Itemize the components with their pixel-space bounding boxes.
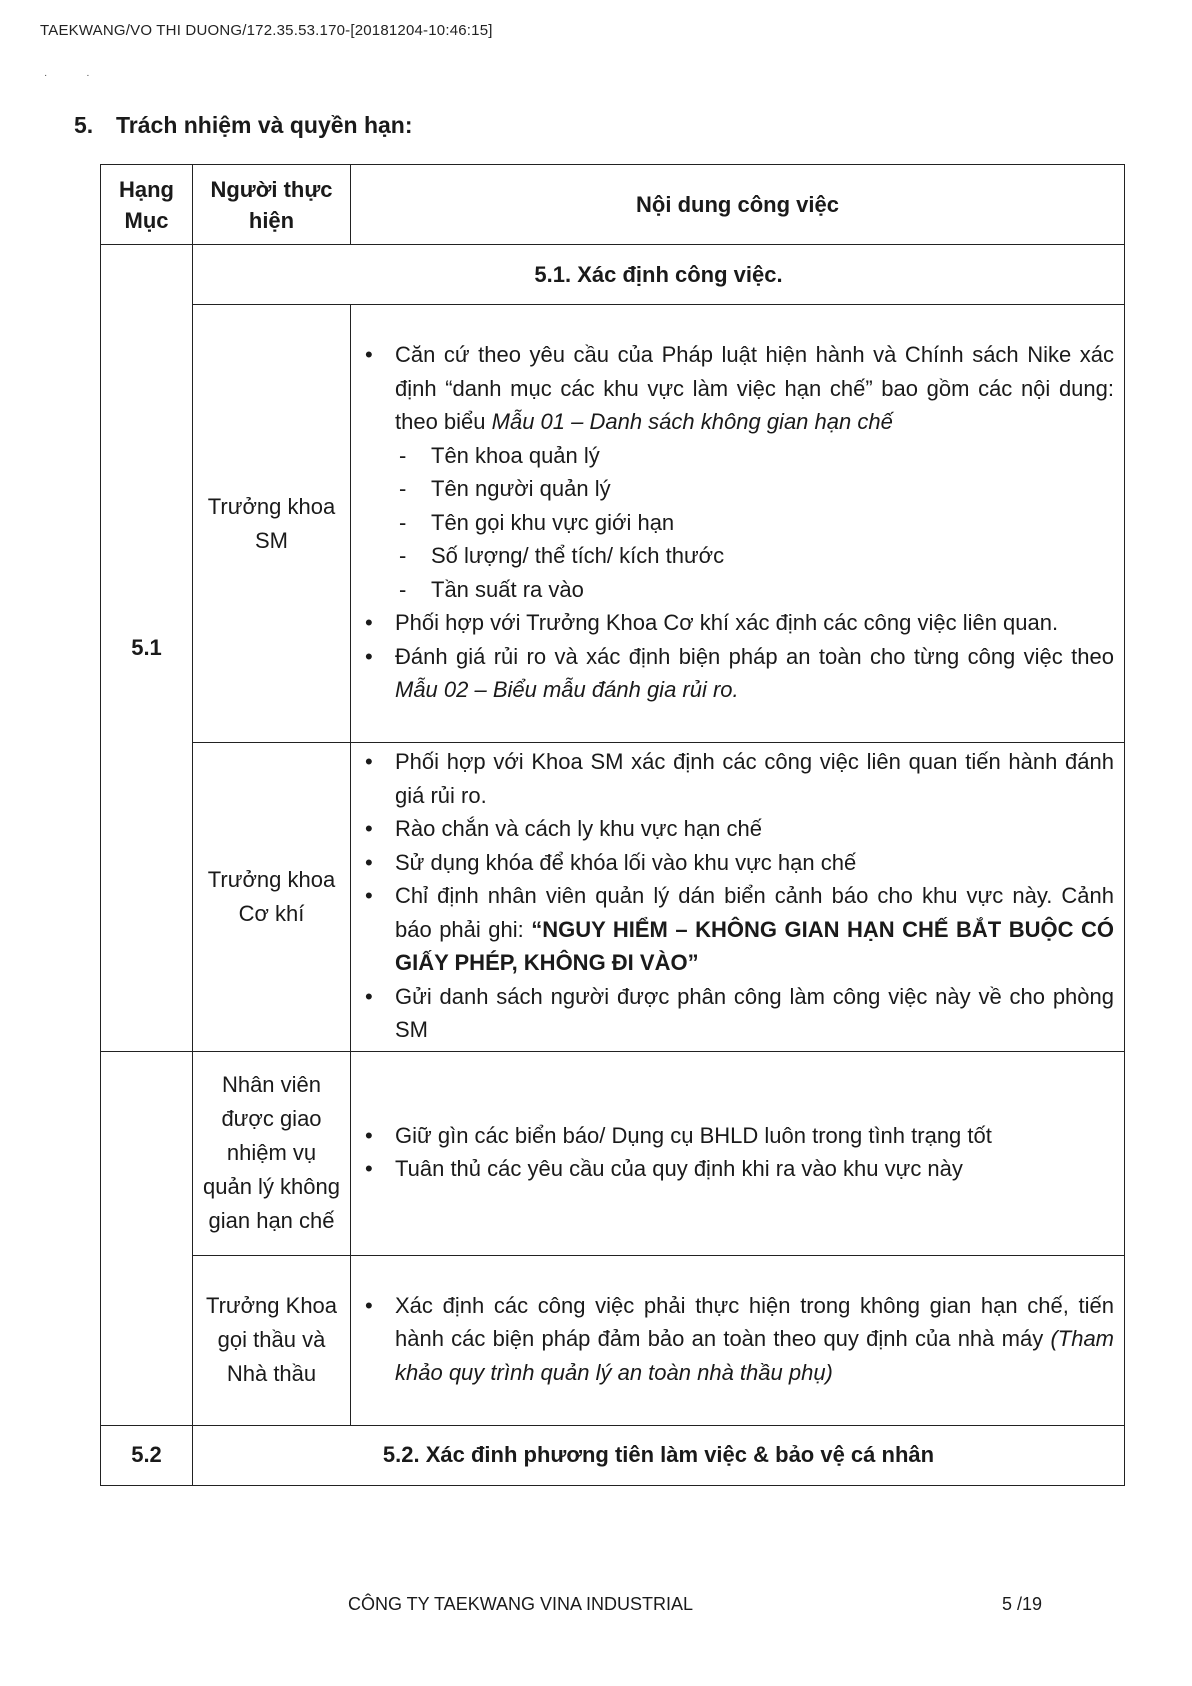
list-item: • Gửi danh sách người được phân công làm công việc này về cho phòng SM [359, 980, 1114, 1047]
list-item: • Chỉ định nhân viên quản lý dán biển cảnh báo cho khu vực này. Cảnh báo phải ghi: “NGUY HIỂM – KHÔNG GIAN HẠN CHẾ BẮT BUỘC CÓ GIẤY PHÉP, KHÔNG ĐI VÀO” [359, 879, 1114, 980]
header-content: Nội dung công việc [351, 165, 1125, 245]
header-category: Hạng Mục [101, 165, 193, 245]
footer-page-number: 5 /19 [1002, 1594, 1043, 1614]
subsection-title-5-2: 5.2. Xác đinh phương tiên làm việc & bảo vệ cá nhân [193, 1425, 1125, 1485]
list-item: - Tên khoa quản lý [395, 439, 1114, 473]
content-cell-mechanical-head [351, 743, 1125, 1052]
section-title: Trách nhiệm và quyền hạn: [116, 112, 413, 138]
list-item: • Phối hợp với Khoa SM xác định các công việc liên quan tiến hành đánh giá rủi ro. [359, 745, 1114, 812]
person-cell-sm-head: Trưởng khoa SM [193, 305, 351, 743]
responsibility-table [100, 164, 1125, 1486]
list-item: • Giữ gìn các biển báo/ Dụng cụ BHLD luôn trong tình trạng tốt [359, 1119, 1114, 1153]
list-item: • Căn cứ theo yêu cầu của Pháp luật hiện hành và Chính sách Nike xác định “danh mục các khu vực làm việc hạn chế” bao gồm các nội dung: theo biểu Mẫu 01 – Danh sách không gian hạn chế - Tên khoa quản lý - Tên người quản lý - Tên gọi khu vực giới hạn - Số lượng/ thể tích/ kích thước - Tần suất ra vào [359, 338, 1114, 606]
list-item: • Đánh giá rủi ro và xác định biện pháp an toàn cho từng công việc theo Mẫu 02 – Biểu mẫu đánh gia rủi ro. [359, 640, 1114, 707]
list-item: • Phối hợp với Trưởng Khoa Cơ khí xác định các công việc liên quan. [359, 606, 1114, 640]
person-cell-restricted-staff: Nhân viên được giao nhiệm vụ quản lý không gian hạn chế [193, 1051, 351, 1255]
person-cell-contractor: Trưởng Khoa gọi thầu và Nhà thầu [193, 1255, 351, 1425]
section-heading [74, 112, 413, 139]
list-item: • Rào chắn và cách ly khu vực hạn chế [359, 812, 1114, 846]
dash-list [395, 439, 1114, 607]
category-cell-empty [101, 1051, 193, 1425]
person-cell-mechanical-head: Trưởng khoa Cơ khí [193, 743, 351, 1052]
section-number: 5. [74, 112, 94, 138]
list-item: • Sử dụng khóa để khóa lối vào khu vực hạn chế [359, 846, 1114, 880]
content-cell-sm-head [351, 305, 1125, 743]
print-stamp: TAEKWANG/VO THI DUONG/172.35.53.170-[20181204-10:46:15] [40, 22, 493, 39]
list-item: • Tuân thủ các yêu cầu của quy định khi ra vào khu vực này [359, 1152, 1114, 1186]
category-cell-5-1: 5.1 [101, 245, 193, 1052]
list-item: - Tên người quản lý [395, 472, 1114, 506]
list-item: • Xác định các công việc phải thực hiện trong không gian hạn chế, tiến hành các biện pháp đảm bảo an toàn theo quy định của nhà máy (Tham khảo quy trình quản lý an toàn nhà thầu phụ) [359, 1289, 1114, 1390]
content-cell-contractor [351, 1255, 1125, 1425]
list-item: - Số lượng/ thể tích/ kích thước [395, 539, 1114, 573]
list-item: - Tên gọi khu vực giới hạn [395, 506, 1114, 540]
content-cell-restricted-staff [351, 1051, 1125, 1255]
scan-specks: · · [44, 70, 90, 81]
category-cell-5-2: 5.2 [101, 1425, 193, 1485]
list-item: - Tần suất ra vào [395, 573, 1114, 607]
header-person: Người thực hiện [193, 165, 351, 245]
footer-company: CÔNG TY TAEKWANG VINA INDUSTRIAL [348, 1594, 694, 1614]
subsection-title-5-1: 5.1. Xác định công việc. [193, 245, 1125, 305]
